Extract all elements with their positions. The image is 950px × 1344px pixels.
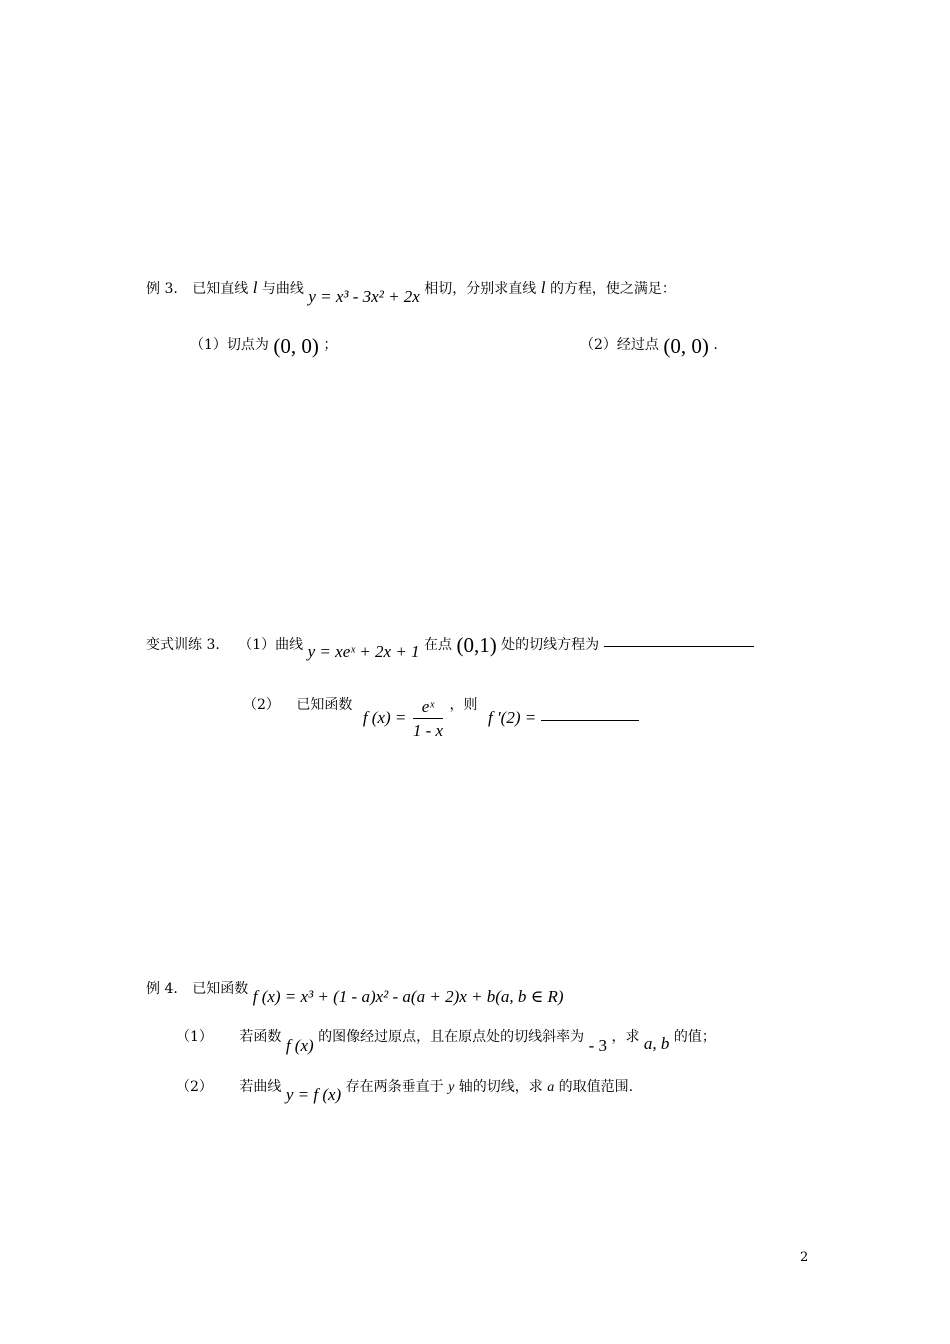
var3-q1-answer-blank[interactable] [604, 646, 754, 647]
ex3-line [146, 278, 676, 306]
ex3-text-2: 与曲线 [261, 281, 304, 297]
var3-q2-label: （2） [243, 697, 280, 713]
ex3-var-l: l [252, 278, 258, 297]
var3-q2-func: f (x) = [362, 708, 407, 727]
var3-q2 [243, 683, 639, 740]
ex4-part2-curve: y = f (x) [285, 1085, 342, 1104]
ex4-part2-label: （2） [176, 1079, 213, 1095]
ex4-part1-value: - 3 [588, 1036, 607, 1055]
var3-q2-text: 已知函数 [296, 697, 353, 713]
ex4-part1-text-1: 若函数 [239, 1029, 282, 1045]
ex3-part1-point: (0, 0) [273, 334, 319, 358]
ex4-part1-text-2: 的图像经过原点，且在原点处的切线斜率为 [318, 1029, 585, 1045]
ex3-curve: y = x³ - 3x² + 2x [308, 287, 420, 306]
ex4-part1-text-4: 的值； [673, 1029, 716, 1045]
ex3-label: 例 3. [146, 281, 178, 297]
ex4-part1-text-3: ，求 [611, 1029, 640, 1045]
ex4-label: 例 4. [146, 981, 178, 997]
ex4-part2-text-3: 轴的切线，求 [458, 1079, 543, 1095]
ex4-part1-func: f (x) [285, 1036, 314, 1055]
var3-q1-point: (0,1) [456, 633, 497, 657]
ex3-part1-end: ； [323, 337, 338, 353]
ex4-part2 [176, 1076, 634, 1104]
ex3-var-l-2: l [540, 278, 546, 297]
var3-q2-numerator: eˣ [413, 697, 443, 719]
var3-label: 变式训练 3. [146, 637, 220, 653]
ex3-text-3: 相切，分别求直线 [424, 281, 537, 297]
var3-q1-label: （1）曲线 [238, 637, 304, 653]
ex4-part1 [176, 1026, 716, 1055]
var3-q1-text: 在点 [424, 637, 452, 653]
var3-q2-derivative: f ′(2) = [487, 708, 537, 727]
var3-q1 [146, 630, 754, 661]
ex4-part2-text-1: 若曲线 [239, 1079, 282, 1095]
var3-q2-then: ，则 [449, 697, 478, 713]
ex4-line [146, 978, 564, 1006]
var3-q2-denominator: 1 - x [412, 721, 444, 740]
var3-q2-fraction [413, 697, 443, 741]
ex4-text-1: 已知函数 [192, 981, 249, 997]
var3-q2-answer-blank[interactable] [541, 720, 639, 721]
ex4-part2-text-4: 的取值范围. [558, 1079, 634, 1095]
ex4-part1-ab: a, b [643, 1034, 670, 1053]
ex3-part2-label: （2）经过点 [580, 337, 659, 353]
ex3-part1-label: （1）切点为 [190, 337, 269, 353]
ex3-part2-end: . [713, 337, 718, 353]
var3-q1-end: 处的切线方程为 [501, 637, 600, 653]
ex3-part2-point: (0, 0) [663, 334, 709, 358]
var3-q1-curve: y = xeˣ + 2x + 1 [307, 642, 420, 661]
ex3-part1 [190, 330, 338, 358]
ex4-part2-a: a [547, 1080, 555, 1095]
ex4-part1-label: （1） [176, 1029, 213, 1045]
ex4-func: f (x) = x³ + (1 - a)x² - a(a + 2)x + b(a, b ∈ R) [252, 987, 564, 1006]
page-number: 2 [800, 1250, 809, 1265]
ex3-text-4: 的方程，使之满足： [549, 281, 676, 297]
ex4-part2-y: y [448, 1080, 455, 1095]
ex4-part2-text-2: 存在两条垂直于 [345, 1079, 444, 1095]
ex3-part2 [580, 330, 718, 358]
ex3-text-1: 已知直线 [192, 281, 249, 297]
